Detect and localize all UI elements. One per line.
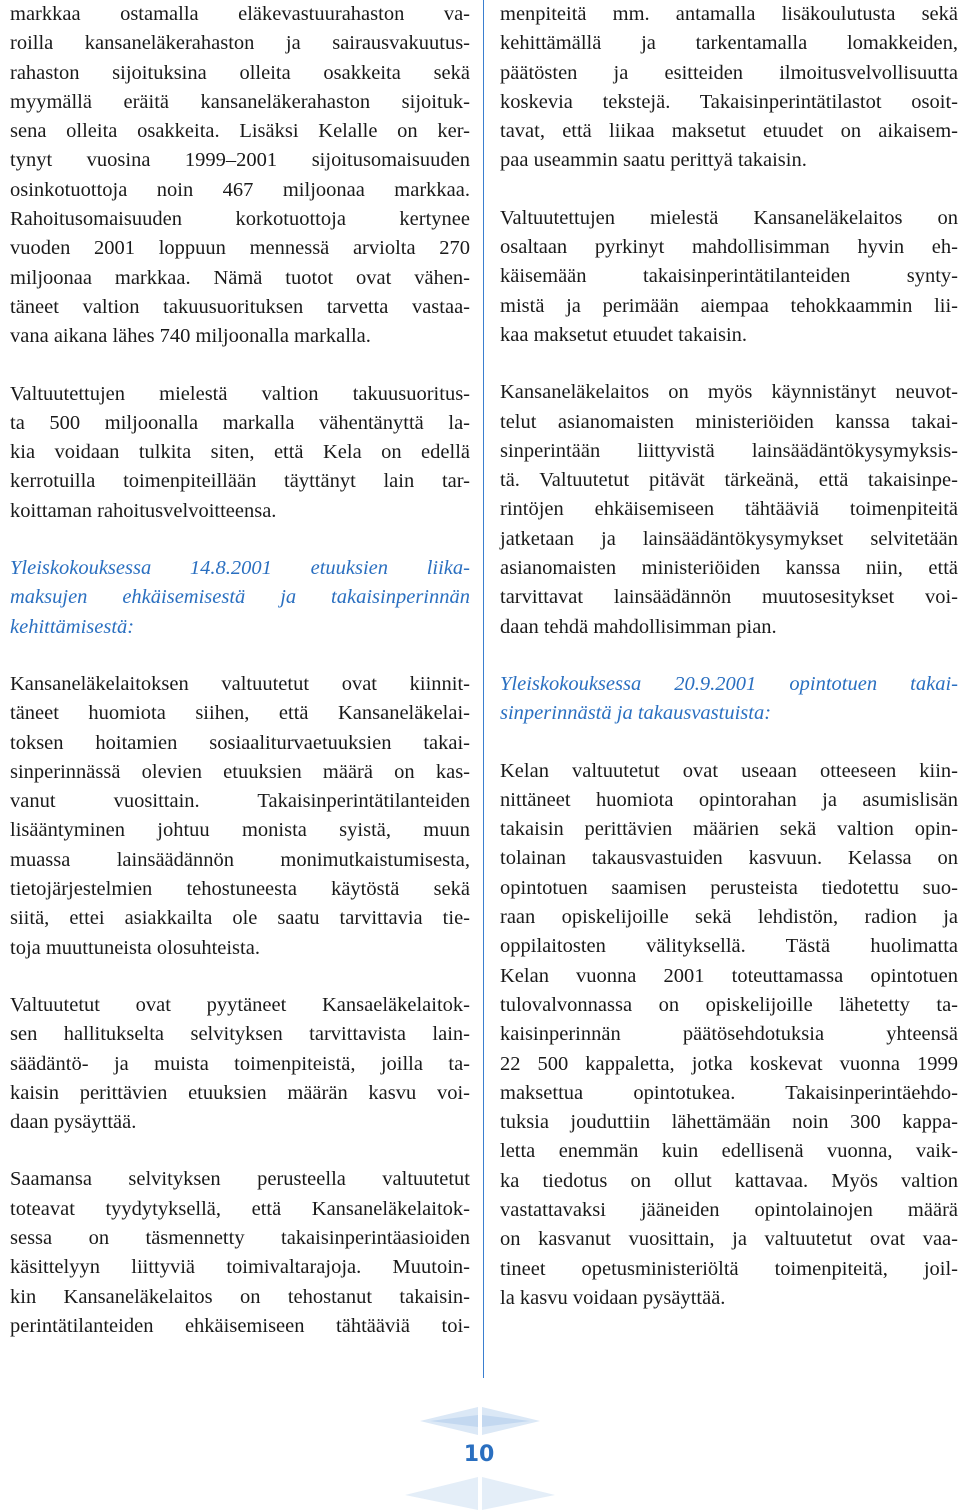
text-line: daan pysäyttää.	[10, 1111, 137, 1134]
text-line: takaisin perittävien määrien sekä valtion opin-	[500, 818, 958, 841]
text-line: kehittämisestä:	[10, 615, 135, 638]
paragraph	[10, 991, 470, 1137]
paragraph	[10, 670, 470, 963]
text-line: vastattavaksi jääneiden opintolainojen määrä	[500, 1198, 958, 1221]
text-line: tä. Valtuutetut pitävät tärkeänä, että takaisinpe-	[500, 469, 958, 492]
page-number: 10	[463, 1442, 495, 1467]
section-heading	[500, 670, 958, 729]
text-line: myymällä eräitä kansaneläkerahaston sijoituk-	[10, 90, 470, 113]
text-line: koskevia tekstejä. Takaisinperintätilastot osoit-	[500, 90, 958, 113]
text-line: tietojärjestelmien tehostuneesta käytöstä sekä	[10, 878, 470, 901]
text-line: kia voidaan tulkita siten, että Kela on edellä	[10, 441, 470, 464]
text-line: telut asianomaisten ministeriöiden kanssa takai-	[500, 410, 958, 433]
text-line: toteavat tyydytyksellä, että Kansaneläkelaitok-	[10, 1197, 470, 1220]
text-line: sessa on täsmennetty takaisinperintäasioiden	[10, 1226, 470, 1249]
text-line: nittäneet huomiota opintorahan ja asumislisän	[500, 788, 958, 811]
right-column	[500, 0, 958, 1341]
text-line: tineet opetusministeriöltä toimenpiteitä, joil-	[500, 1257, 958, 1280]
text-line: vuoden 2001 loppuun mennessä arviolta 270	[10, 237, 470, 260]
footer	[0, 1405, 960, 1510]
text-line: ta 500 miljoonalla markalla vähentänyttä la-	[10, 411, 470, 434]
text-line: oppilaitosten välityksellä. Tästä huolimatta	[500, 935, 958, 958]
text-line: maksujen ehkäisemisestä ja takaisinperinnän	[10, 586, 470, 609]
text-line: käisemään takaisinperintätilanteiden synty-	[500, 265, 958, 288]
text-line: la kasvu voidaan pysäyttää.	[500, 1286, 726, 1309]
column-divider	[483, 0, 484, 1378]
text-line: Rahoitusomaisuuden korkotuottoja kertynee	[10, 208, 470, 231]
text-line: tuksia jouduttiin lähettämään noin 300 kappa-	[500, 1111, 958, 1134]
text-line: jatketaan ja lainsäädäntökysymykset selvitetään	[500, 527, 958, 550]
text-line: sinperinnässä olevien etuuksien määrä on kas-	[10, 760, 470, 783]
text-line: käsittelyyn liittyviä toimivaltarajoja. Muutoin-	[10, 1256, 470, 1279]
text-line: osaltaan pyrkinyt mahdollisimman hyvin eh-	[500, 236, 958, 259]
text-line: paa useammin saatu perittyä takaisin.	[500, 149, 807, 172]
text-line: opintotuen saamisen perusteista tiedotettu suo-	[500, 876, 958, 899]
text-line: sinperintään liittyvistä lainsäädäntökysymyksis-	[500, 439, 958, 462]
text-line: markkaa ostamalla eläkevastuurahaston va-	[10, 3, 470, 25]
text-line: daan tehdä mahdollisimman pian.	[500, 615, 777, 638]
text-line: Saamansa selvityksen perusteella valtuutetut	[10, 1168, 470, 1191]
text-line: sena olleita osakkeita. Lisäksi Kelalle on ker-	[10, 120, 470, 143]
text-line: vana aikana lähes 740 miljoonalla markalla.	[10, 325, 371, 348]
text-line: kerrotuilla toimenpiteillään täyttänyt lain tar-	[10, 470, 470, 493]
text-line: mistä ja perimään aiempaa tehokkaammin lii-	[500, 294, 958, 317]
text-line: menpiteitä mm. antamalla lisäkoulutusta sekä	[500, 3, 958, 25]
text-line: Kansaneläkelaitoksen valtuutetut ovat kiinnit-	[10, 672, 470, 695]
text-line: Valtuutetut ovat pyytäneet Kansaeläkelaitok-	[10, 993, 470, 1016]
text-line: kin Kansaneläkelaitos on tehostanut takaisin-	[10, 1285, 470, 1308]
paragraph	[500, 757, 958, 1314]
text-line: sen hallitukselta selvityksen tarvittavista lain-	[10, 1023, 470, 1046]
text-line: säädäntö- ja muista toimenpiteistä, joilla ta-	[10, 1052, 470, 1075]
text-line: asianomaisten ministeriöiden kanssa niin, että	[500, 557, 958, 580]
text-line: ka tiedotus on ollut kattavaa. Myös valtion	[500, 1169, 958, 1192]
text-line: roilla kansaneläkerahaston ja sairausvakuutus-	[10, 32, 470, 55]
text-line: toksen hoitamien sosiaaliturvaetuuksien takai-	[10, 731, 470, 754]
text-line: miljoonaa markkaa. Nämä tuotot ovat vähen-	[10, 266, 470, 289]
text-line: rintöjen ehkäisemiseen tähtääviä toimenpiteitä	[500, 498, 958, 521]
text-line: 22 500 kappaletta, jotka koskevat vuonna 1999	[500, 1052, 958, 1075]
text-line: rahaston sijoituksina olleita osakkeita sekä	[10, 61, 470, 84]
text-line: päätösten ja esitteiden ilmoitusvelvollisuutta	[500, 61, 958, 84]
text-line: koittaman rahoitusvelvoitteensa.	[10, 499, 277, 522]
text-line: tulovalvonnassa on opiskelijoille lähetetty ta-	[500, 993, 958, 1016]
text-line: osinkotuottoja noin 467 miljoonaa markkaa.	[10, 178, 470, 201]
text-line: sinperinnästä ja takausvastuista:	[500, 702, 772, 725]
text-line: letta enemmän kuin edellisenä vuonna, vaik-	[500, 1140, 958, 1163]
text-line: tarvittavat lainsäädännön muutosesitykset voi-	[500, 586, 958, 609]
text-line: Kelan vuonna 2001 toteuttamassa opintotuen	[500, 964, 958, 987]
text-line: kaa maksetut etuudet takaisin.	[500, 323, 748, 346]
text-line: Valtuutettujen mielestä Kansaneläkelaitos on	[500, 206, 958, 229]
text-line: perintätilanteiden ehkäisemiseen tähtääviä toi-	[10, 1314, 470, 1337]
text-line: maksettua opintotukea. Takaisinperintäehdo-	[500, 1081, 958, 1104]
text-line: siitä, ettei asiakkailta ole saatu tarvittavia tie-	[10, 907, 470, 930]
section-heading	[10, 554, 470, 642]
left-column	[10, 0, 470, 1369]
text-line: tynyt vuosina 1999–2001 sijoitusomaisuuden	[10, 149, 470, 172]
text-line: Kelan valtuutetut ovat useaan otteeseen kiin-	[500, 759, 958, 782]
text-line: täneet valtion takuusuorituksen tarvetta vastaa-	[10, 295, 470, 318]
text-line: kehittämällä ja tarkentamalla lomakkeiden,	[500, 32, 958, 55]
text-line: tavat, että liikaa maksetut etuudet on aikaisem-	[500, 120, 958, 143]
text-line: toja muuttuneista olosuhteista.	[10, 936, 260, 959]
text-line: lisääntyminen johtuu monista syistä, muun	[10, 819, 470, 842]
text-line: on kasvanut vuosittain, ja valtuutetut ovat vaa-	[500, 1228, 958, 1251]
paragraph	[10, 0, 470, 352]
paragraph	[500, 0, 958, 176]
text-line: muassa lainsäädännön monimutkaistumisesta,	[10, 848, 470, 871]
paragraph	[10, 1165, 470, 1341]
text-line: Valtuutettujen mielestä valtion takuusuoritus-	[10, 382, 470, 405]
text-line: kaisinperinnän päätösehdotuksia yhteensä	[500, 1023, 958, 1046]
text-line: Yleiskokouksessa 14.8.2001 etuuksien liika-	[10, 557, 470, 580]
text-line: kaisin perittävien etuuksien määrän kasvu voi-	[10, 1081, 470, 1104]
text-line: tolainan takausvastuiden kasvuun. Kelassa on	[500, 847, 958, 870]
paragraph	[500, 204, 958, 350]
text-line: raan opiskelijoille sekä lehdistön, radion ja	[500, 906, 958, 929]
text-line: Yleiskokouksessa 20.9.2001 opintotuen takai-	[500, 672, 958, 695]
paragraph	[10, 380, 470, 526]
paragraph	[500, 378, 958, 642]
text-line: vanut vuosittain. Takaisinperintätilanteiden	[10, 790, 470, 813]
text-line: Kansaneläkelaitos on myös käynnistänyt neuvot-	[500, 381, 958, 404]
text-line: täneet huomiota siihen, että Kansaneläkelai-	[10, 702, 470, 725]
